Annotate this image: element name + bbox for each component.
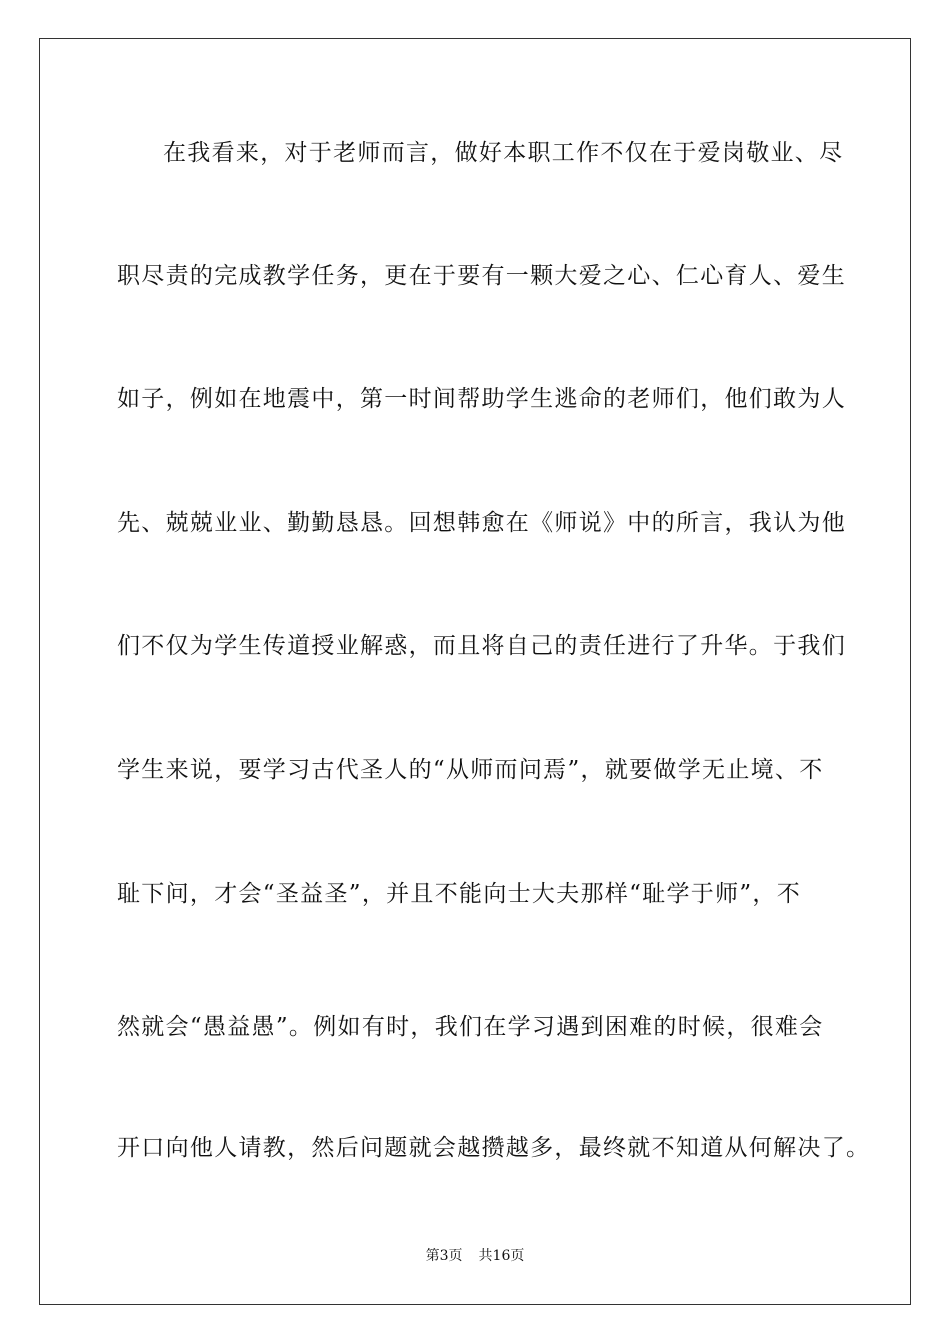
paragraph-line-4: 先、兢兢业业、勤勤恳恳。回想韩愈在《师说》中的所言，我认为他 [117, 510, 846, 536]
paragraph-line-8: 然就会“愚益愚”。例如有时，我们在学习遇到困难的时候，很难会 [117, 1014, 824, 1040]
paragraph-line-7: 耻下问，才会“圣益圣”，并且不能向士大夫那样“耻学于师”，不 [117, 881, 802, 907]
paragraph-line-3: 如子，例如在地震中，第一时间帮助学生逃命的老师们，他们敢为人 [117, 386, 846, 412]
page-number-total: 共16页 [478, 1248, 525, 1264]
page-number-current: 第3页 [425, 1248, 463, 1264]
paragraph-line-6: 学生来说，要学习古代圣人的“从师而问焉”，就要做学无止境、不 [117, 757, 824, 783]
paragraph-line-5: 们不仅为学生传道授业解惑，而且将自己的责任进行了升华。于我们 [117, 633, 846, 659]
paragraph-line-1: 在我看来，对于老师而言，做好本职工作不仅在于爱岗敬业、尽 [163, 140, 844, 166]
paragraph-line-2: 职尽责的完成教学任务，更在于要有一颗大爱之心、仁心育人、爱生 [117, 263, 846, 289]
paragraph-line-9: 开口向他人请教，然后问题就会越攒越多，最终就不知道从何解决了。 [117, 1135, 871, 1161]
page-footer [0, 1247, 950, 1265]
page-border [39, 38, 911, 1305]
